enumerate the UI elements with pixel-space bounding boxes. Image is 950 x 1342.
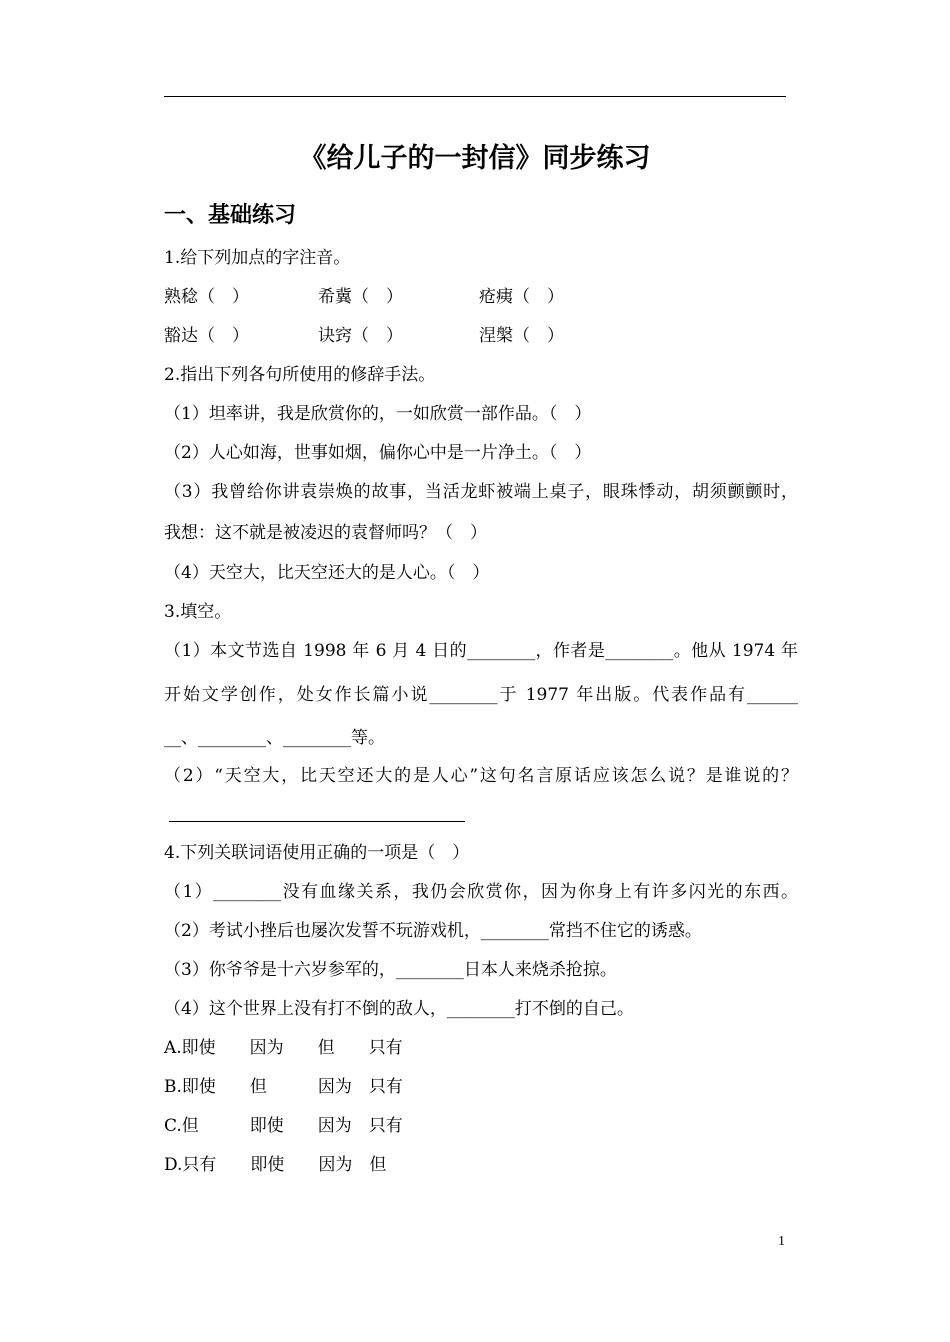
q2-sentence-3-line-2: 我想：这不就是被凌迟的袁督师吗？（ ）	[164, 523, 487, 543]
page-number: 1	[778, 1234, 785, 1249]
q4-option-c: C.但 即使 因为 只有	[164, 1116, 403, 1136]
section-heading-basic-practice: 一、基础练习	[164, 203, 297, 228]
q4-sentence-3: （3）你爷爷是十六岁参军的，________日本人来烧杀抢掠。	[164, 960, 617, 980]
q1-item-5: 诀窍（ ）	[318, 326, 403, 346]
question-1-prompt: 1.给下列加点的字注音。	[164, 248, 351, 268]
answer-blank-line	[169, 821, 465, 822]
q2-sentence-1: （1）坦率讲，我是欣赏你的，一如欣赏一部作品。（ ）	[164, 404, 592, 424]
q4-option-b: B.即使 但 因为 只有	[164, 1077, 403, 1097]
q3-line-4: （2）“天空大，比天空还大的是人心”这句名言原话应该怎么说？是谁说的？	[164, 766, 798, 786]
q2-sentence-2: （2）人心如海，世事如烟，偏你心中是一片净土。（ ）	[164, 443, 592, 463]
q3-line-2: 开始文学创作，处女作长篇小说________于 1977 年出版。代表作品有______	[164, 685, 798, 705]
q4-option-a: A.即使 因为 但 只有	[164, 1038, 403, 1058]
q1-item-2: 希冀（ ）	[318, 287, 403, 307]
question-2-prompt: 2.指出下列各句所使用的修辞手法。	[164, 365, 436, 385]
q1-item-4: 豁达（ ）	[164, 326, 249, 346]
q2-sentence-3-line-1: （3）我曾给你讲袁崇焕的故事，当活龙虾被端上桌子，眼珠悸动，胡须颤颤时，	[164, 482, 798, 502]
q1-item-3: 疮痍（ ）	[479, 287, 564, 307]
q1-item-6: 涅槃（ ）	[479, 326, 564, 346]
q4-sentence-2: （2）考试小挫后也屡次发誓不玩游戏机，________常挡不住它的诱惑。	[164, 921, 702, 941]
q4-sentence-4: （4）这个世界上没有打不倒的敌人，________打不倒的自己。	[164, 999, 634, 1019]
question-3-prompt: 3.填空。	[164, 602, 232, 622]
q3-line-3: __、________、________等。	[164, 728, 385, 748]
document-title: 《给儿子的一封信》同步练习	[299, 143, 651, 174]
question-4-prompt: 4.下列关联词语使用正确的一项是（ ）	[164, 843, 470, 863]
header-rule	[164, 96, 786, 97]
q2-sentence-4: （4）天空大，比天空还大的是人心。（ ）	[164, 563, 490, 583]
q4-option-d: D.只有 即使 因为 但	[164, 1155, 387, 1175]
q3-line-1: （1）本文节选自 1998 年 6 月 4 日的________，作者是________。他从 1974 年	[164, 641, 798, 661]
q1-item-1: 熟稔（ ）	[164, 287, 249, 307]
q4-sentence-1: （1）________没有血缘关系，我仍会欣赏你，因为你身上有许多闪光的东西。	[164, 882, 798, 902]
